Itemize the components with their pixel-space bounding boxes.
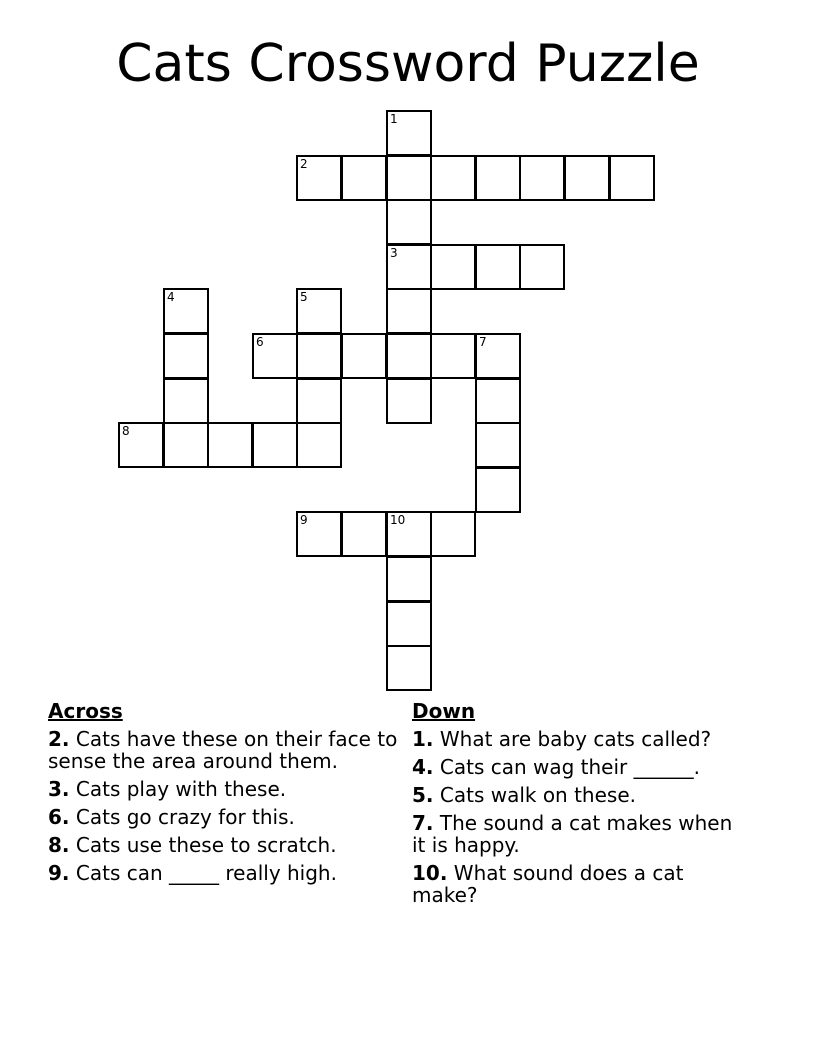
down-clue <box>412 784 742 806</box>
clue-text: The sound a cat makes when it is happy. <box>412 811 733 857</box>
crossword-cell[interactable] <box>386 511 432 557</box>
crossword-cell[interactable] <box>163 333 209 379</box>
clue-text: What sound does a cat make? <box>412 861 684 907</box>
crossword-cell[interactable] <box>252 422 298 468</box>
clue-text: Cats use these to scratch. <box>75 833 337 857</box>
crossword-cell[interactable] <box>609 155 655 201</box>
crossword-cell[interactable] <box>475 422 521 468</box>
cell-number: 10 <box>390 513 406 527</box>
across-clue <box>48 806 398 828</box>
down-clue-list <box>412 728 742 906</box>
clue-number: 1. <box>412 727 434 751</box>
cell-number: 7 <box>479 335 487 349</box>
down-clue <box>412 756 742 778</box>
crossword-cell[interactable] <box>475 244 521 290</box>
crossword-cell[interactable] <box>163 378 209 424</box>
crossword-cell[interactable] <box>386 288 432 334</box>
crossword-cell[interactable] <box>475 155 521 201</box>
crossword-cell[interactable] <box>341 511 387 557</box>
crossword-cell[interactable] <box>386 199 432 245</box>
across-clue <box>48 728 398 772</box>
across-clue <box>48 862 398 884</box>
cell-number: 6 <box>256 335 264 349</box>
across-clue-list <box>48 728 398 884</box>
crossword-cell[interactable] <box>296 333 342 379</box>
crossword-cell[interactable] <box>163 422 209 468</box>
down-clue <box>412 812 742 856</box>
clue-text: Cats walk on these. <box>439 783 636 807</box>
crossword-cell[interactable] <box>341 155 387 201</box>
clue-number: 3. <box>48 777 70 801</box>
clue-number: 6. <box>48 805 70 829</box>
crossword-cell[interactable] <box>386 333 432 379</box>
crossword-cell[interactable] <box>296 511 342 557</box>
across-clue <box>48 834 398 856</box>
clue-number: 9. <box>48 861 70 885</box>
cell-number: 2 <box>300 157 308 171</box>
crossword-cell[interactable] <box>386 244 432 290</box>
crossword-cell[interactable] <box>296 378 342 424</box>
crossword-cell[interactable] <box>163 288 209 334</box>
crossword-cell[interactable] <box>475 378 521 424</box>
clue-text: Cats go crazy for this. <box>75 805 295 829</box>
crossword-cell[interactable] <box>519 244 565 290</box>
down-clue <box>412 728 742 750</box>
cell-number: 1 <box>390 112 398 126</box>
crossword-cell[interactable] <box>207 422 253 468</box>
clue-number: 4. <box>412 755 434 779</box>
crossword-cell[interactable] <box>519 155 565 201</box>
clue-number: 7. <box>412 811 434 835</box>
cell-number: 9 <box>300 513 308 527</box>
down-clues <box>412 700 742 912</box>
crossword-cell[interactable] <box>430 333 476 379</box>
across-clue <box>48 778 398 800</box>
crossword-cell[interactable] <box>341 333 387 379</box>
crossword-cell[interactable] <box>386 155 432 201</box>
crossword-cell[interactable] <box>118 422 164 468</box>
clue-number: 8. <box>48 833 70 857</box>
crossword-cell[interactable] <box>386 601 432 647</box>
crossword-cell[interactable] <box>430 511 476 557</box>
clue-text: What are baby cats called? <box>439 727 712 751</box>
crossword-cell[interactable] <box>386 110 432 156</box>
crossword-cell[interactable] <box>475 467 521 513</box>
crossword-cell[interactable] <box>296 288 342 334</box>
across-heading: Across <box>48 699 123 723</box>
cell-number: 8 <box>122 424 130 438</box>
clue-text: Cats play with these. <box>75 777 287 801</box>
crossword-cell[interactable] <box>430 155 476 201</box>
cell-number: 3 <box>390 246 398 260</box>
crossword-cell[interactable] <box>475 333 521 379</box>
cell-number: 4 <box>167 290 175 304</box>
down-heading: Down <box>412 699 476 723</box>
crossword-cell[interactable] <box>564 155 610 201</box>
clue-text: Cats can wag their ______. <box>439 755 700 779</box>
crossword-cell[interactable] <box>296 422 342 468</box>
page-title: Cats Crossword Puzzle <box>116 34 700 94</box>
clue-number: 5. <box>412 783 434 807</box>
clue-text: Cats have these on their face to sense the area around them. <box>48 727 398 773</box>
down-clue <box>412 862 742 906</box>
cell-number: 5 <box>300 290 308 304</box>
crossword-cell[interactable] <box>386 556 432 602</box>
clue-number: 2. <box>48 727 70 751</box>
crossword-cell[interactable] <box>386 378 432 424</box>
clue-text: Cats can _____ really high. <box>75 861 337 885</box>
crossword-cell[interactable] <box>296 155 342 201</box>
crossword-cell[interactable] <box>252 333 298 379</box>
crossword-cell[interactable] <box>430 244 476 290</box>
crossword-cell[interactable] <box>386 645 432 691</box>
clue-number: 10. <box>412 861 448 885</box>
across-clues <box>48 700 398 890</box>
